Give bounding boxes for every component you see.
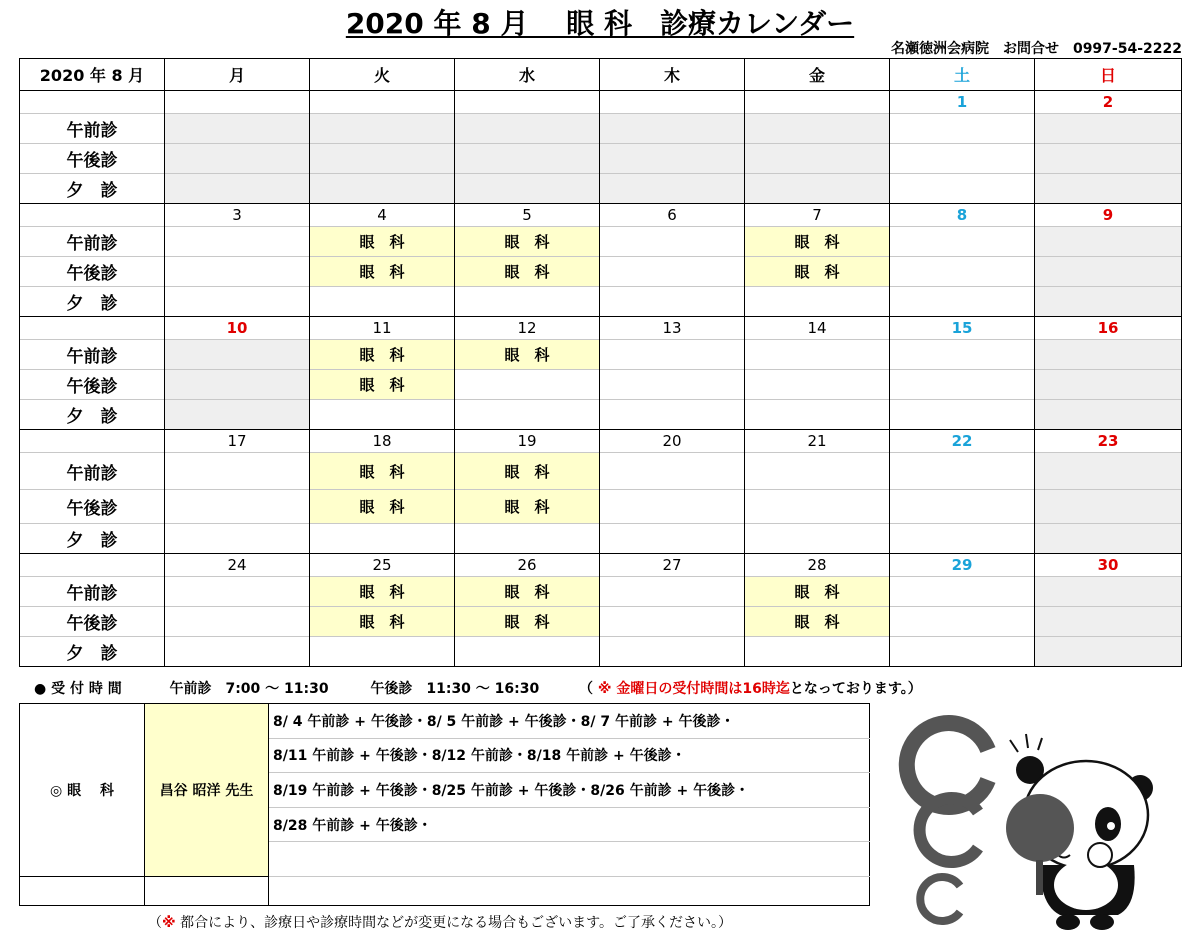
calendar-cell xyxy=(1035,400,1182,430)
calendar-cell xyxy=(165,227,310,257)
slot-label: 午後診 xyxy=(20,607,165,637)
calendar-cell xyxy=(165,637,310,667)
slot-label: 夕 診 xyxy=(20,524,165,554)
date-number xyxy=(165,91,310,114)
slot-label: 夕 診 xyxy=(20,400,165,430)
calendar-cell xyxy=(310,174,455,204)
clinic-session: 眼 科 xyxy=(455,257,600,287)
calendar-cell xyxy=(745,637,890,667)
reception-pm: 午後診 11:30 ～ 16:30 xyxy=(370,681,540,697)
clinic-session: 眼 科 xyxy=(310,490,455,524)
date-number: 15 xyxy=(890,317,1035,340)
day-header: 土 xyxy=(890,59,1035,91)
calendar-cell xyxy=(890,400,1035,430)
calendar-cell xyxy=(165,370,310,400)
reception-hours xyxy=(34,678,922,698)
calendar-cell xyxy=(1035,227,1182,257)
calendar-cell xyxy=(600,144,745,174)
date-number: 14 xyxy=(745,317,890,340)
doctor-name: 昌谷 昭洋 先生 xyxy=(145,704,269,877)
slot-label: 午前診 xyxy=(20,340,165,370)
date-number: 5 xyxy=(455,204,600,227)
calendar-cell xyxy=(600,114,745,144)
date-number: 3 xyxy=(165,204,310,227)
clinic-session: 眼 科 xyxy=(310,370,455,400)
calendar-cell xyxy=(890,340,1035,370)
calendar-cell xyxy=(310,287,455,317)
slot-label: 午後診 xyxy=(20,144,165,174)
clinic-session: 眼 科 xyxy=(310,453,455,490)
calendar-cell xyxy=(310,114,455,144)
calendar-cell xyxy=(1035,453,1182,490)
calendar-cell xyxy=(890,607,1035,637)
week-blank xyxy=(20,91,165,114)
date-number: 17 xyxy=(165,430,310,453)
calendar-cell xyxy=(455,174,600,204)
calendar-cell xyxy=(165,144,310,174)
calendar-cell xyxy=(165,607,310,637)
day-header: 月 xyxy=(165,59,310,91)
date-number xyxy=(310,91,455,114)
date-number: 30 xyxy=(1035,554,1182,577)
calendar-cell xyxy=(890,370,1035,400)
date-number: 27 xyxy=(600,554,745,577)
clinic-session: 眼 科 xyxy=(310,340,455,370)
date-number: 23 xyxy=(1035,430,1182,453)
calendar-cell xyxy=(600,400,745,430)
reception-note-rest: となっております。） xyxy=(789,681,922,697)
day-header: 金 xyxy=(745,59,890,91)
calendar-cell xyxy=(890,227,1035,257)
panda-icon xyxy=(1006,734,1153,930)
date-number: 6 xyxy=(600,204,745,227)
calendar-cell xyxy=(600,453,745,490)
date-number: 25 xyxy=(310,554,455,577)
calendar-cell xyxy=(165,490,310,524)
calendar-cell xyxy=(1035,174,1182,204)
doctor-schedule-table xyxy=(19,703,870,906)
footer-text: 都合により、診療日や診療時間などが変更になる場合もございます。ご了承ください。） xyxy=(175,915,732,931)
date-number: 12 xyxy=(455,317,600,340)
calendar-cell xyxy=(600,637,745,667)
calendar-cell xyxy=(745,453,890,490)
calendar-cell xyxy=(455,287,600,317)
date-number: 9 xyxy=(1035,204,1182,227)
calendar-cell xyxy=(600,370,745,400)
calendar-cell xyxy=(745,144,890,174)
calendar-cell xyxy=(1035,257,1182,287)
hospital-contact: 名瀬徳洲会病院 お問合せ 0997-54-2222 xyxy=(890,41,1182,57)
date-number: 21 xyxy=(745,430,890,453)
date-number: 24 xyxy=(165,554,310,577)
calendar-cell xyxy=(890,577,1035,607)
schedule-line: 8/19 午前診 + 午後診・8/25 午前診 + 午後診・8/26 午前診 + 午後診・ xyxy=(269,773,870,808)
calendar-cell xyxy=(1035,144,1182,174)
calendar-cell xyxy=(165,400,310,430)
calendar-cell xyxy=(1035,340,1182,370)
date-number: 26 xyxy=(455,554,600,577)
date-number: 19 xyxy=(455,430,600,453)
slot-label: 夕 診 xyxy=(20,637,165,667)
clinic-session: 眼 科 xyxy=(310,607,455,637)
calendar-cell xyxy=(1035,114,1182,144)
date-number: 10 xyxy=(165,317,310,340)
calendar-cell xyxy=(890,524,1035,554)
date-number xyxy=(455,91,600,114)
calendar-cell xyxy=(310,637,455,667)
calendar-cell xyxy=(745,114,890,144)
reception-am: 午前診 7:00 ～ 11:30 xyxy=(169,681,329,697)
day-header: 水 xyxy=(455,59,600,91)
clinic-session: 眼 科 xyxy=(745,577,890,607)
date-number: 2 xyxy=(1035,91,1182,114)
calendar-cell xyxy=(600,340,745,370)
slot-label: 午後診 xyxy=(20,490,165,524)
reception-label: ● 受 付 時 間 xyxy=(34,681,122,697)
calendar-cell xyxy=(165,257,310,287)
calendar-cell xyxy=(165,114,310,144)
calendar-cell xyxy=(1035,577,1182,607)
calendar-cell xyxy=(745,370,890,400)
calendar-cell xyxy=(890,287,1035,317)
calendar-cell xyxy=(455,524,600,554)
calendar-cell xyxy=(455,144,600,174)
calendar-cell xyxy=(745,524,890,554)
calendar-cell xyxy=(165,287,310,317)
clinic-session: 眼 科 xyxy=(455,490,600,524)
clinic-session: 眼 科 xyxy=(455,340,600,370)
date-number xyxy=(600,91,745,114)
empty-cell xyxy=(269,877,870,906)
clinic-session: 眼 科 xyxy=(745,607,890,637)
calendar-cell xyxy=(165,453,310,490)
calendar-cell xyxy=(890,453,1035,490)
calendar-cell xyxy=(165,524,310,554)
date-number: 1 xyxy=(890,91,1035,114)
clinic-session: 眼 科 xyxy=(455,607,600,637)
schedule-line xyxy=(269,842,870,877)
department-cell: ◎ 眼 科 xyxy=(20,704,145,877)
calendar-cell xyxy=(600,257,745,287)
calendar-cell xyxy=(600,227,745,257)
calendar-cell xyxy=(165,340,310,370)
clinic-session: 眼 科 xyxy=(745,257,890,287)
footer-note: （※ 都合により、診療日や診療時間などが変更になる場合もございます。ご了承ください。） xyxy=(148,915,732,931)
calendar-table xyxy=(19,58,1182,667)
week-blank xyxy=(20,554,165,577)
landolt-ring-small xyxy=(920,877,960,921)
calendar-cell xyxy=(890,174,1035,204)
calendar-cell xyxy=(745,287,890,317)
day-header: 日 xyxy=(1035,59,1182,91)
calendar-cell xyxy=(455,114,600,144)
calendar-cell xyxy=(1035,524,1182,554)
date-number xyxy=(745,91,890,114)
date-number: 16 xyxy=(1035,317,1182,340)
slot-label: 午前診 xyxy=(20,114,165,144)
schedule-line: 8/ 4 午前診 + 午後診・8/ 5 午前診 + 午後診・8/ 7 午前診 + 午後診・ xyxy=(269,704,870,739)
calendar-cell xyxy=(600,174,745,204)
calendar-cell xyxy=(745,340,890,370)
slot-label: 午後診 xyxy=(20,257,165,287)
calendar-cell xyxy=(455,370,600,400)
footer-mark: ※ xyxy=(162,915,176,931)
day-header: 木 xyxy=(600,59,745,91)
week-blank xyxy=(20,430,165,453)
calendar-cell xyxy=(745,174,890,204)
calendar-cell xyxy=(310,144,455,174)
calendar-cell xyxy=(1035,607,1182,637)
clinic-session: 眼 科 xyxy=(455,453,600,490)
calendar-cell xyxy=(455,400,600,430)
slot-label: 午後診 xyxy=(20,370,165,400)
calendar-cell xyxy=(890,114,1035,144)
slot-label: 午前診 xyxy=(20,453,165,490)
week-blank xyxy=(20,204,165,227)
date-number: 20 xyxy=(600,430,745,453)
date-number: 22 xyxy=(890,430,1035,453)
calendar-cell xyxy=(600,607,745,637)
calendar-cell xyxy=(310,524,455,554)
calendar-cell xyxy=(1035,287,1182,317)
calendar-cell xyxy=(600,524,745,554)
page-title: 2020 年 8 月 眼 科 診療カレンダー xyxy=(345,7,855,40)
calendar-cell xyxy=(600,287,745,317)
calendar-cell xyxy=(310,400,455,430)
clinic-session: 眼 科 xyxy=(310,577,455,607)
date-number: 4 xyxy=(310,204,455,227)
slot-label: 夕 診 xyxy=(20,174,165,204)
panda-eye-test-icon xyxy=(890,700,1190,936)
empty-cell xyxy=(20,877,145,906)
day-header: 火 xyxy=(310,59,455,91)
clinic-session: 眼 科 xyxy=(745,227,890,257)
schedule-line: 8/28 午前診 + 午後診・ xyxy=(269,807,870,842)
date-number: 18 xyxy=(310,430,455,453)
empty-cell xyxy=(145,877,269,906)
slot-label: 午前診 xyxy=(20,577,165,607)
date-number: 8 xyxy=(890,204,1035,227)
date-number: 28 xyxy=(745,554,890,577)
slot-label: 夕 診 xyxy=(20,287,165,317)
calendar-cell xyxy=(455,637,600,667)
clinic-session: 眼 科 xyxy=(310,227,455,257)
calendar-cell xyxy=(745,490,890,524)
date-number: 7 xyxy=(745,204,890,227)
reception-note-open: （ xyxy=(578,681,598,697)
calendar-cell xyxy=(165,577,310,607)
week-blank xyxy=(20,317,165,340)
schedule-line: 8/11 午前診 + 午後診・8/12 午前診・8/18 午前診 + 午後診・ xyxy=(269,738,870,773)
date-number: 11 xyxy=(310,317,455,340)
calendar-cell xyxy=(165,174,310,204)
clinic-session: 眼 科 xyxy=(310,257,455,287)
calendar-cell xyxy=(1035,637,1182,667)
date-number: 13 xyxy=(600,317,745,340)
clinic-session: 眼 科 xyxy=(455,577,600,607)
calendar-cell xyxy=(1035,370,1182,400)
calendar-cell xyxy=(890,490,1035,524)
calendar-cell xyxy=(600,490,745,524)
reception-note-friday: ※ 金曜日の受付時間は16時迄 xyxy=(597,681,790,697)
calendar-cell xyxy=(1035,490,1182,524)
clinic-session: 眼 科 xyxy=(455,227,600,257)
calendar-cell xyxy=(890,144,1035,174)
calendar-cell xyxy=(745,400,890,430)
calendar-cell xyxy=(600,577,745,607)
calendar-cell xyxy=(890,257,1035,287)
calendar-cell xyxy=(890,637,1035,667)
slot-label: 午前診 xyxy=(20,227,165,257)
date-number: 29 xyxy=(890,554,1035,577)
month-label: 2020 年 8 月 xyxy=(20,59,165,91)
